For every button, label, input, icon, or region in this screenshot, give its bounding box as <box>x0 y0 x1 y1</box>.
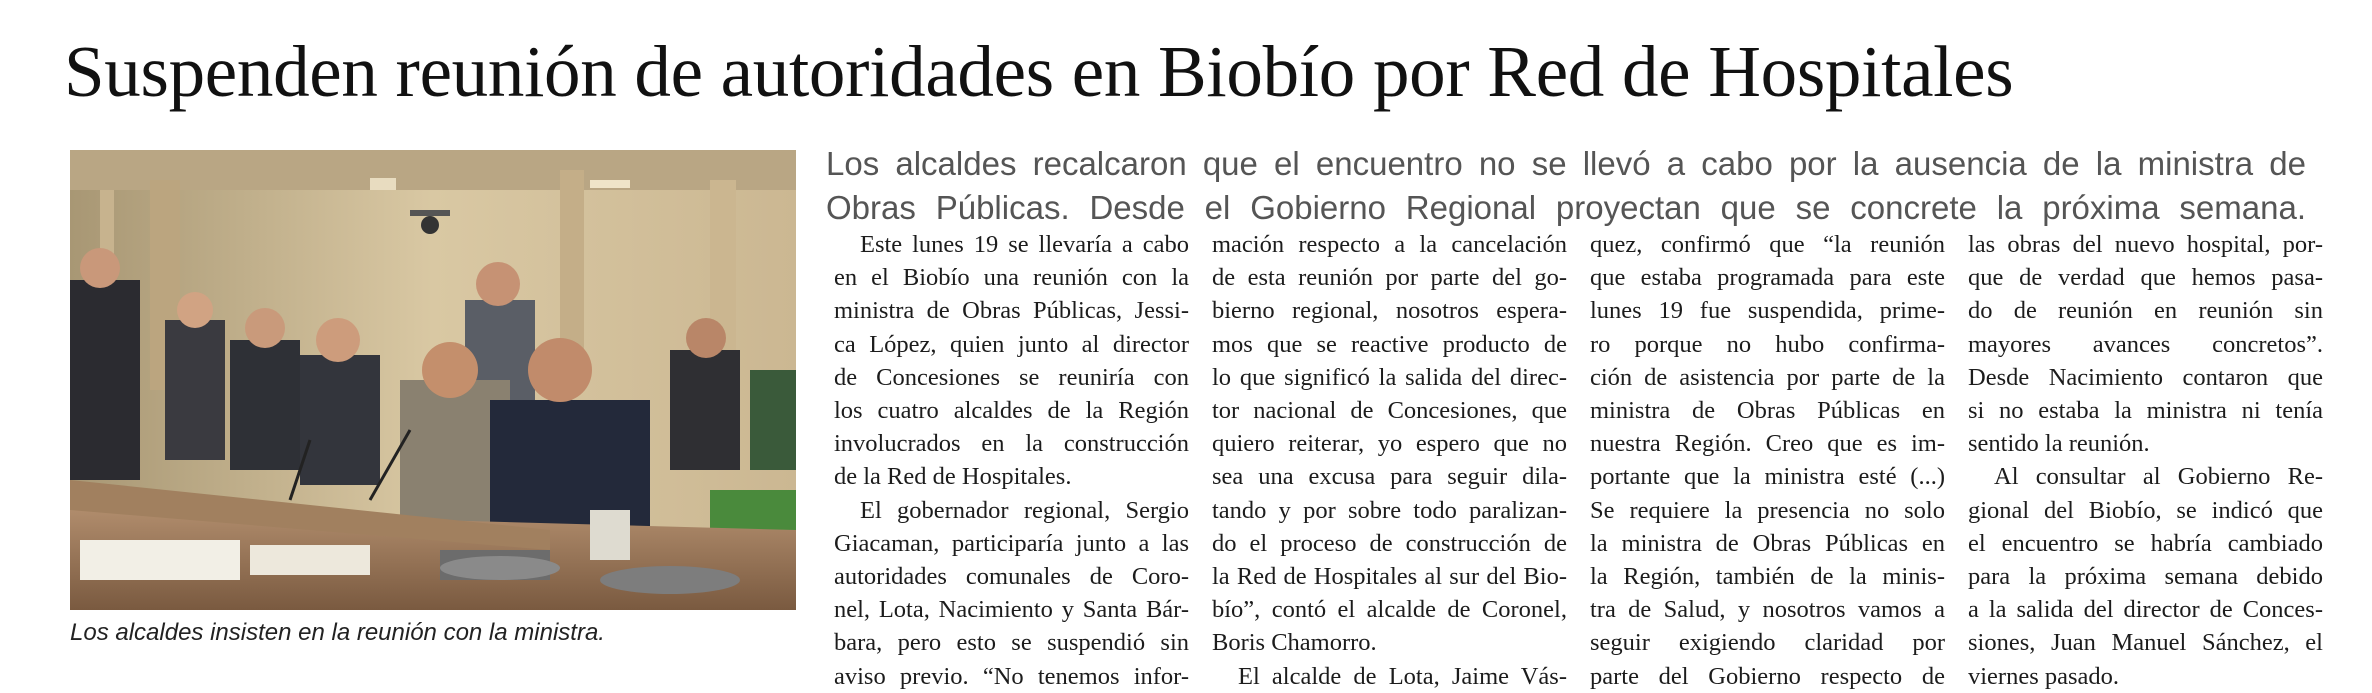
body-text-line: para la próxima semana debido <box>1968 563 2323 591</box>
body-text-line: portante que la ministra esté (...) <box>1590 463 1945 491</box>
body-text-line: involucrados en la construcción <box>834 430 1189 458</box>
body-text-line: gional del Biobío, se indicó que <box>1968 496 2323 524</box>
meeting-photo-illustration <box>70 150 796 610</box>
body-text-line: ministra de Obras Públicas en <box>1590 397 1945 425</box>
body-text-line: seguir exigiendo claridad por <box>1590 629 1945 657</box>
body-text-line: El gobernador regional, Sergio <box>860 496 1189 524</box>
body-text-line: parte del Gobierno respecto de <box>1590 662 1945 690</box>
body-text-line: tor nacional de Concesiones, que <box>1212 397 1567 425</box>
body-text-line: los cuatro alcaldes de la Región <box>834 397 1189 425</box>
body-text-line: aviso previo. “No tenemos infor- <box>834 662 1189 690</box>
body-text-line: ción de asistencia por parte de la <box>1590 363 1945 391</box>
article-column-4 <box>1968 228 2323 693</box>
body-text-line: Se requiere la presencia no solo <box>1590 496 1945 524</box>
body-text-line: ca López, quien junto al director <box>834 330 1189 358</box>
body-text-line: ro porque no hubo confirma- <box>1590 330 1945 358</box>
body-text-line: mación respecto a la cancelación <box>1212 231 1567 258</box>
body-text-line: de la Red de Hospitales. <box>834 463 1072 491</box>
body-text-line: lo que significó la salida del direc- <box>1212 363 1567 391</box>
body-text-line: la Red de Hospitales al sur del Bio- <box>1212 563 1567 591</box>
body-text-line: las obras del nuevo hospital, por- <box>1968 231 2323 258</box>
body-text-line: siones, Juan Manuel Sánchez, el <box>1968 629 2323 657</box>
body-text-line: de Concesiones se reuniría con <box>834 363 1189 391</box>
body-text-line: Al consultar al Gobierno Re- <box>1994 463 2323 491</box>
body-text-line: si no estaba la ministra ni tenía <box>1968 397 2323 425</box>
body-text-line: bierno regional, nosotros espera- <box>1212 297 1567 325</box>
body-text-line: Giacaman, participaría junto a las <box>834 529 1189 557</box>
headline: Suspenden reunión de autoridades en Biobío por Red de Hospitales <box>64 31 2014 112</box>
body-text-line: de esta reunión por parte del go- <box>1212 264 1567 292</box>
deck-line: Obras Públicas. Desde el Gobierno Regional proyectan que se concrete la próxima semana. <box>826 189 2306 226</box>
article-deck <box>826 142 2306 230</box>
body-text-line: bara, pero esto se suspendió sin <box>834 629 1189 657</box>
body-text-line: mos que se reactive producto de <box>1212 330 1567 358</box>
body-text-line: sentido la reunión. <box>1968 430 2150 458</box>
body-text-line: el encuentro se habría cambiado <box>1968 529 2323 557</box>
meeting-photo <box>70 150 796 610</box>
body-text-line: a la salida del director de Conces- <box>1968 596 2323 624</box>
body-text-line: viernes pasado. <box>1968 662 2120 690</box>
body-text-line: mayores avances concretos”. <box>1968 330 2323 358</box>
body-text-line: que estaba programada para este <box>1590 264 1945 292</box>
body-text-line: ministra de Obras Públicas, Jessi- <box>834 297 1189 325</box>
body-text-line: sea una excusa para seguir dila- <box>1212 463 1567 491</box>
body-text-line: en el Biobío una reunión con la <box>834 264 1189 292</box>
body-text-line: tra de Salud, y nosotros vamos a <box>1590 596 1945 624</box>
body-text-line: nuestra Región. Creo que es im- <box>1590 430 1945 458</box>
body-text-line: lunes 19 fue suspendida, prime- <box>1590 297 1945 325</box>
body-text-line: El alcalde de Lota, Jaime Vás- <box>1238 662 1567 690</box>
body-text-line: Desde Nacimiento contaron que <box>1968 363 2323 391</box>
body-text-line: Boris Chamorro. <box>1212 629 1377 657</box>
article-column-2 <box>1212 228 1567 693</box>
body-text-line: quiero reiterar, yo espero que no <box>1212 430 1567 458</box>
body-text-line: nel, Lota, Nacimiento y Santa Bár- <box>834 596 1189 624</box>
body-text-line: tando y por sobre todo paralizan- <box>1212 496 1567 524</box>
photo-caption: Los alcaldes insisten en la reunión con la ministra. <box>70 619 605 646</box>
body-text-line: la Región, también de la minis- <box>1590 563 1945 591</box>
body-text-line: do el proceso de construcción de <box>1212 529 1567 557</box>
article-column-1 <box>834 228 1189 693</box>
deck-line: Los alcaldes recalcaron que el encuentro no se llevó a cabo por la ausencia de la ministra de <box>826 145 2306 182</box>
body-text-line: do de reunión en reunión sin <box>1968 297 2323 325</box>
body-text-line: autoridades comunales de Coro- <box>834 563 1189 591</box>
article-column-3 <box>1590 228 1945 693</box>
body-text-line: la ministra de Obras Públicas en <box>1590 529 1945 557</box>
body-text-line: bío”, contó el alcalde de Coronel, <box>1212 596 1567 624</box>
body-text-line: que de verdad que hemos pasa- <box>1968 264 2323 292</box>
body-text-line: Este lunes 19 se llevaría a cabo <box>860 231 1189 258</box>
body-text-line: quez, confirmó que “la reunión <box>1590 231 1945 258</box>
